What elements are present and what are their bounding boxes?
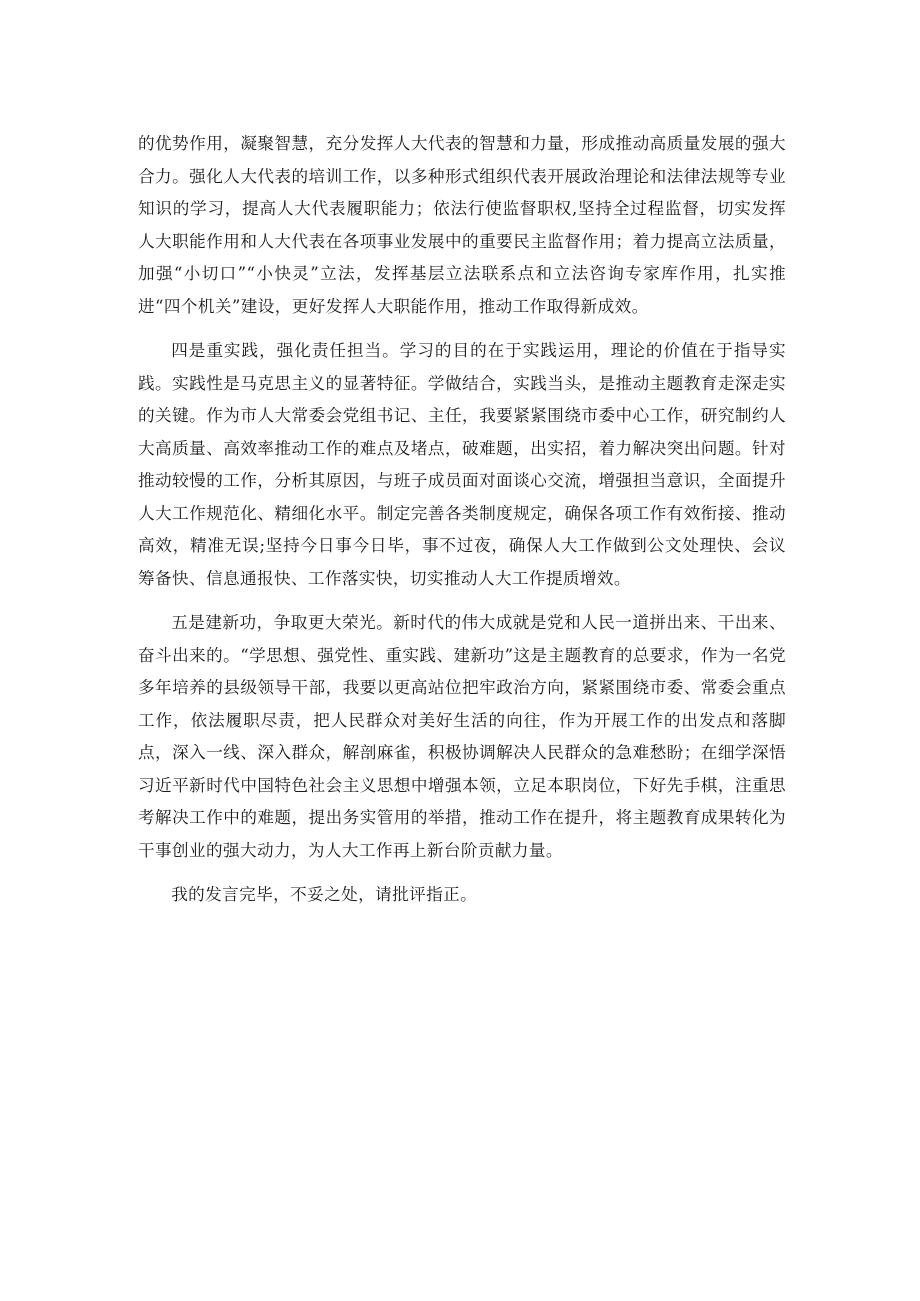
document-body <box>138 128 786 924</box>
paragraph-practice: 四是重实践，强化责任担当。学习的目的在于实践运用，理论的价值在于指导实践。实践性是马克思主义的显著特征。学做结合，实践当头，是推动主题教育走深走实的关键。作为市人大常委会党组书记、主任，我要紧紧围绕市委中心工作，研究制约人大高质量、高效率推动工作的难点及堵点，破难题，出实招，着力解决突出问题。针对推动较慢的工作，分析其原因，与班子成员面对面谈心交流，增强担当意识，全面提升人大工作规范化、精细化水平。制定完善各类制度规定，确保各项工作有效衔接、推动高效，精准无误;坚持今日事今日毕，事不过夜，确保人大工作做到公文处理快、会议筹备快、信息通报快、工作落实快，切实推动人大工作提质增效。 <box>138 341 786 588</box>
paragraph-closing: 我的发言完毕，不妥之处，请批评指正。 <box>171 885 478 904</box>
paragraph-continued: 的优势作用，凝聚智慧，充分发挥人大代表的智慧和力量，形成推动高质量发展的强大合力。强化人大代表的培训工作，以多种形式组织代表开展政治理论和法律法规等专业知识的学习，提高人大代表履职能力；依法行使监督职权,坚持全过程监督，切实发挥人大职能作用和人大代表在各项事业发展中的重要民主监督作用；着力提高立法质量，加强“小切口”“小快灵”立法，发挥基层立法联系点和立法咨询专家库作用，扎实推进“四个机关”建设，更好发挥人大职能作用，推动工作取得新成效。 <box>138 134 786 316</box>
paragraph-new-merit: 五是建新功，争取更大荣光。新时代的伟大成就是党和人民一道拼出来、干出来、奋斗出来的。“学思想、强党性、重实践、建新功”这是主题教育的总要求，作为一名党多年培养的县级领导干部，我要以更高站位把牢政治方向，紧紧围绕市委、常委会重点工作，依法履职尽责，把人民群众对美好生活的向往，作为开展工作的出发点和落脚点，深入一线、深入群众，解剖麻雀，积极协调解决人民群众的急难愁盼；在细学深悟习近平新时代中国特色社会主义思想中增强本领，立足本职岗位，下好先手棋，注重思考解决工作中的难题，提出务实管用的举措，推动工作在提升，将主题教育成果转化为干事创业的强大动力，为人大工作再上新台阶贡献力量。 <box>138 613 786 860</box>
